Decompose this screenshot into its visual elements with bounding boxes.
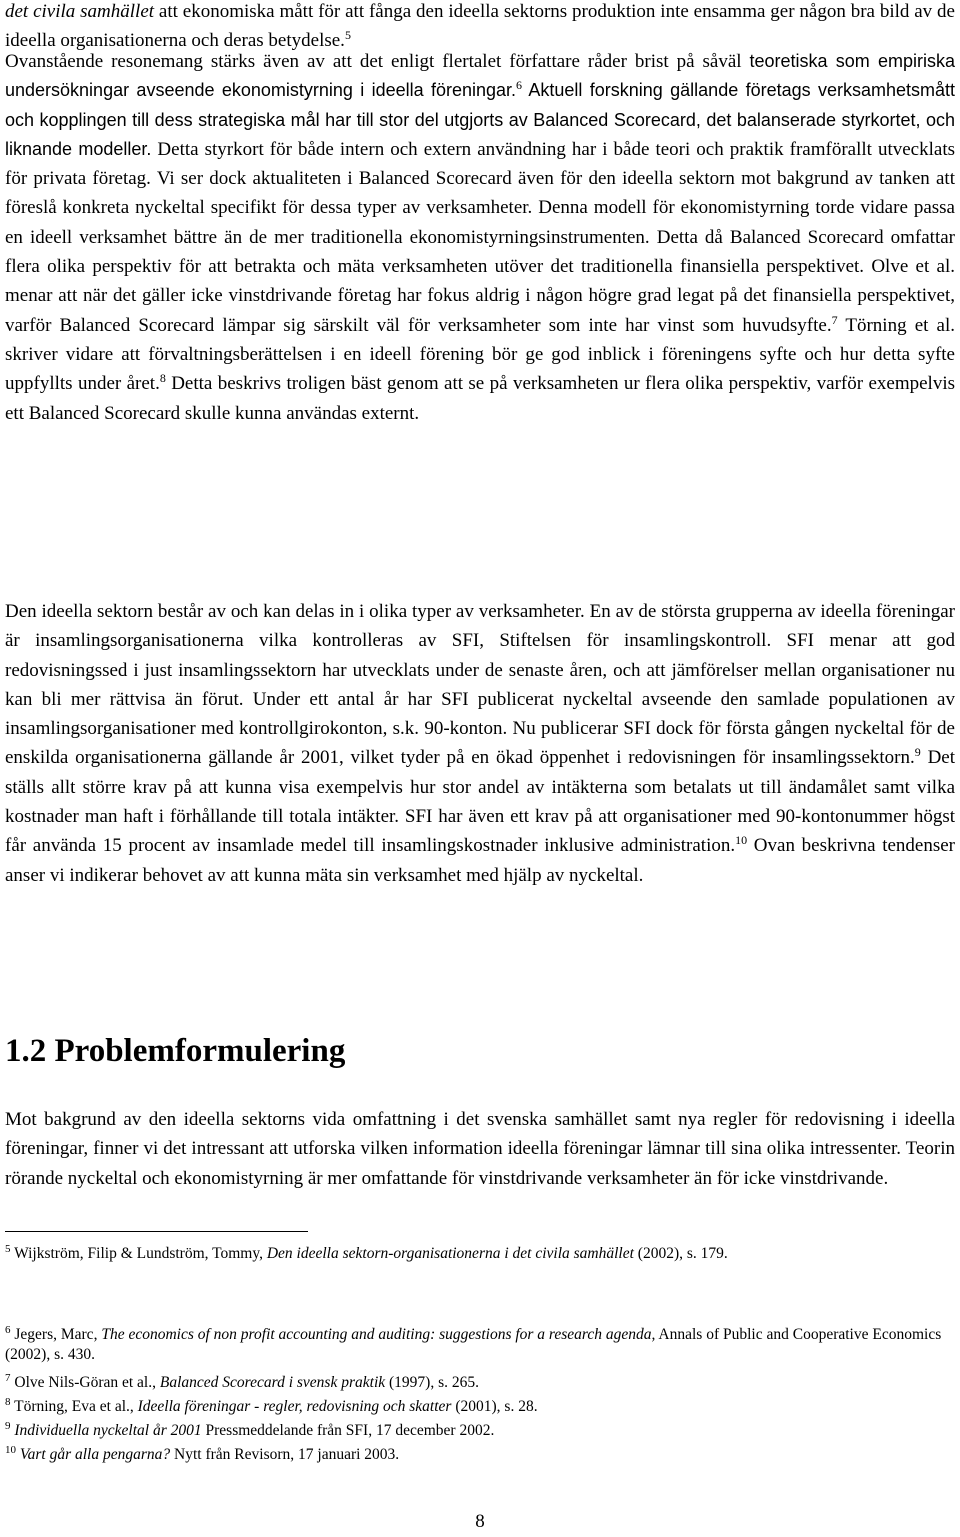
footnote-title: Individuella nyckeltal år 2001 <box>14 1422 202 1439</box>
footnote-7 <box>5 1373 950 1393</box>
footnote-ref-9[interactable]: 9 <box>914 745 921 760</box>
footnote-title: Ideella föreningar - regler, redovisning och skatter <box>137 1398 452 1415</box>
footnote-title: Den ideella sektorn-organisationerna i det civila samhället <box>266 1245 634 1262</box>
footnote-10 <box>5 1445 950 1465</box>
paragraph-text: Den ideella sektorn består av och kan delas in i olika typer av verksamheter. En av de största grupperna av ideella föreningar är insamlingsorganisationerna vilka kontrolleras av SFI, Stiftelsen för insamlingskontroll. SFI menar att god redovisningssed i just insamlingssektorn har utvecklats under de senaste åren, och att jämförelser mellan organisationer nu kan bli mer rättvisa än förut. Under ett antal år har SFI publicerat nyckeltal avseende den samlade populationen av insamlingsorganisationer med kontrollgirokonton, s.k. 90-konton. Nu publicerar SFI dock för första gången nyckeltal för de enskilda organisationerna gällande år 2001, vilket tyder på en ökad öppenhet i redovisningen för insamlingssektorn. <box>5 601 955 769</box>
footnote-number: 9 <box>5 1420 11 1432</box>
footnote-6 <box>5 1325 950 1364</box>
footnote-5 <box>5 1244 950 1264</box>
paragraph-text: Det ställs allt större krav på att kunna visa exempelvis hur stor andel av intäkterna som betalats ut till ändamålet samt vilka kostnader man haft i förhållande till totala intäkter. SFI har även ett krav på att organisationer med 90-kontonummer högst får använda 15 procent av insamlade medel till insamlingskostnader inklusive administration. <box>5 747 955 857</box>
footnote-number: 5 <box>5 1243 11 1255</box>
footnote-separator <box>5 1231 308 1232</box>
footnote-title: The economics of non profit accounting and auditing: suggestions for a research agenda, <box>101 1326 656 1343</box>
paragraph-text: Törning et al. skriver vidare att förvaltningsberättelsen i en ideell förening bör ge god inblick i föreningens syfte och hur detta syfte uppfyllts under året. <box>5 314 956 395</box>
page-number: 8 <box>475 1511 485 1532</box>
footnote-title: Balanced Scorecard i svensk praktik <box>159 1374 386 1391</box>
paragraph-text: att ekonomiska mått för att fånga den ideella sektorns produktion inte ensamma ger någon bra bild av de ideella organisationerna och deras betydelse. <box>5 1 955 52</box>
footnote-ref-7[interactable]: 7 <box>831 312 838 327</box>
paragraph-balanced-scorecard <box>5 47 955 428</box>
footnote-ref-6[interactable]: 6 <box>516 78 523 93</box>
footnote-ref-8[interactable]: 8 <box>159 371 166 386</box>
section-heading: 1.2 Problemformulering <box>5 1033 346 1069</box>
paragraph-text: Ovanstående resonemang stärks även av att det enligt flertalet författare råder brist på såväl <box>5 51 750 72</box>
footnote-number: 8 <box>5 1396 11 1408</box>
footnote-text: Pressmeddelande från SFI, 17 december 2002. <box>201 1422 495 1439</box>
footnote-number: 7 <box>5 1372 11 1384</box>
paragraph-sfi <box>5 597 955 890</box>
footnote-text: (2001), s. 28. <box>451 1398 538 1415</box>
footnote-number: 6 <box>5 1324 11 1336</box>
footnote-text: Olve Nils-Göran et al., <box>10 1374 160 1391</box>
footnote-number: 10 <box>5 1444 16 1456</box>
paragraph-text-sans: Aktuell forskning gällande företags verksamhetsmått och kopplingen till dess strategiska mål har till stor del utgjorts av Balanced Scorecard, det balanserade styrkortet, och liknande modeller. <box>5 80 955 159</box>
italic-phrase: det civila samhället <box>5 1 155 22</box>
footnote-text: (1997), s. 265. <box>385 1374 479 1391</box>
paragraph-text-sans: teoretiska som empiriska undersökningar avseende ekonomistyrning i ideella föreningar. <box>5 51 955 101</box>
footnote-text: Jegers, Marc, <box>10 1326 102 1343</box>
paragraph-text: Detta styrkort för både intern och extern användning har i både teori och praktik framförallt utvecklats för privata företag. Vi ser dock aktualiteten i Balanced Scorecard även för den ideella sektorn mot bakgrund av tanken att föreslå konkreta nyckeltal specifikt för dessa typer av verksamheter. Denna modell för ekonomistyrning torde vidare passa en ideell verksamhet bättre än de mer traditionella ekonomistyrningsinstrumenten. Detta då Balanced Scorecard omfattar flera olika perspektiv för att betrakta och mäta verksamheten utöver det traditionella finansiella perspektivet. Olve et al. menar att när det gäller icke vinstdrivande företag har fokus aldrig i någon högre grad legat på det finansiella perspektivet, varför Balanced Scorecard lämpar sig särskilt väl för verksamheter som inte har vinst som huvudsyfte. <box>5 138 956 336</box>
footnote-text: (2002), s. 179. <box>633 1245 728 1262</box>
paragraph-problem: Mot bakgrund av den ideella sektorns vida omfattning i det svenska samhället samt nya regler för redovisning i ideella föreningar, finner vi det intressant att utforska vilken information ideella föreningar lämnar till sina olika intressenter. Teorin rörande nyckeltal och ekonomistyrning är mer omfattande för vinstdrivande verksamheter än för icke vinstdrivande. <box>5 1109 955 1189</box>
footnote-title: Vart går alla pengarna? <box>19 1446 171 1463</box>
footnote-text: Annals of Public and Cooperative Economics (2002), s. 430. <box>5 1326 942 1363</box>
footnote-8 <box>5 1397 950 1417</box>
footnote-text: Nytt från Revisorn, 17 januari 2003. <box>170 1446 400 1463</box>
footnote-text: Törning, Eva et al., <box>10 1398 138 1415</box>
paragraph-text: Ovan beskrivna tendenser anser vi indikerar behovet av att kunna mäta sin verksamhet med hjälp av nyckeltal. <box>5 835 955 886</box>
footnote-text: Wijkström, Filip & Lundström, Tommy, <box>10 1245 267 1262</box>
footnote-9 <box>5 1421 950 1441</box>
footnote-ref-10[interactable]: 10 <box>735 833 748 848</box>
paragraph-text: Detta beskrivs troligen bäst genom att se på verksamheten ur flera olika perspektiv, varför exempelvis ett Balanced Scorecard skulle kunna användas externt. <box>5 373 956 424</box>
footnote-ref-5[interactable]: 5 <box>344 28 351 43</box>
